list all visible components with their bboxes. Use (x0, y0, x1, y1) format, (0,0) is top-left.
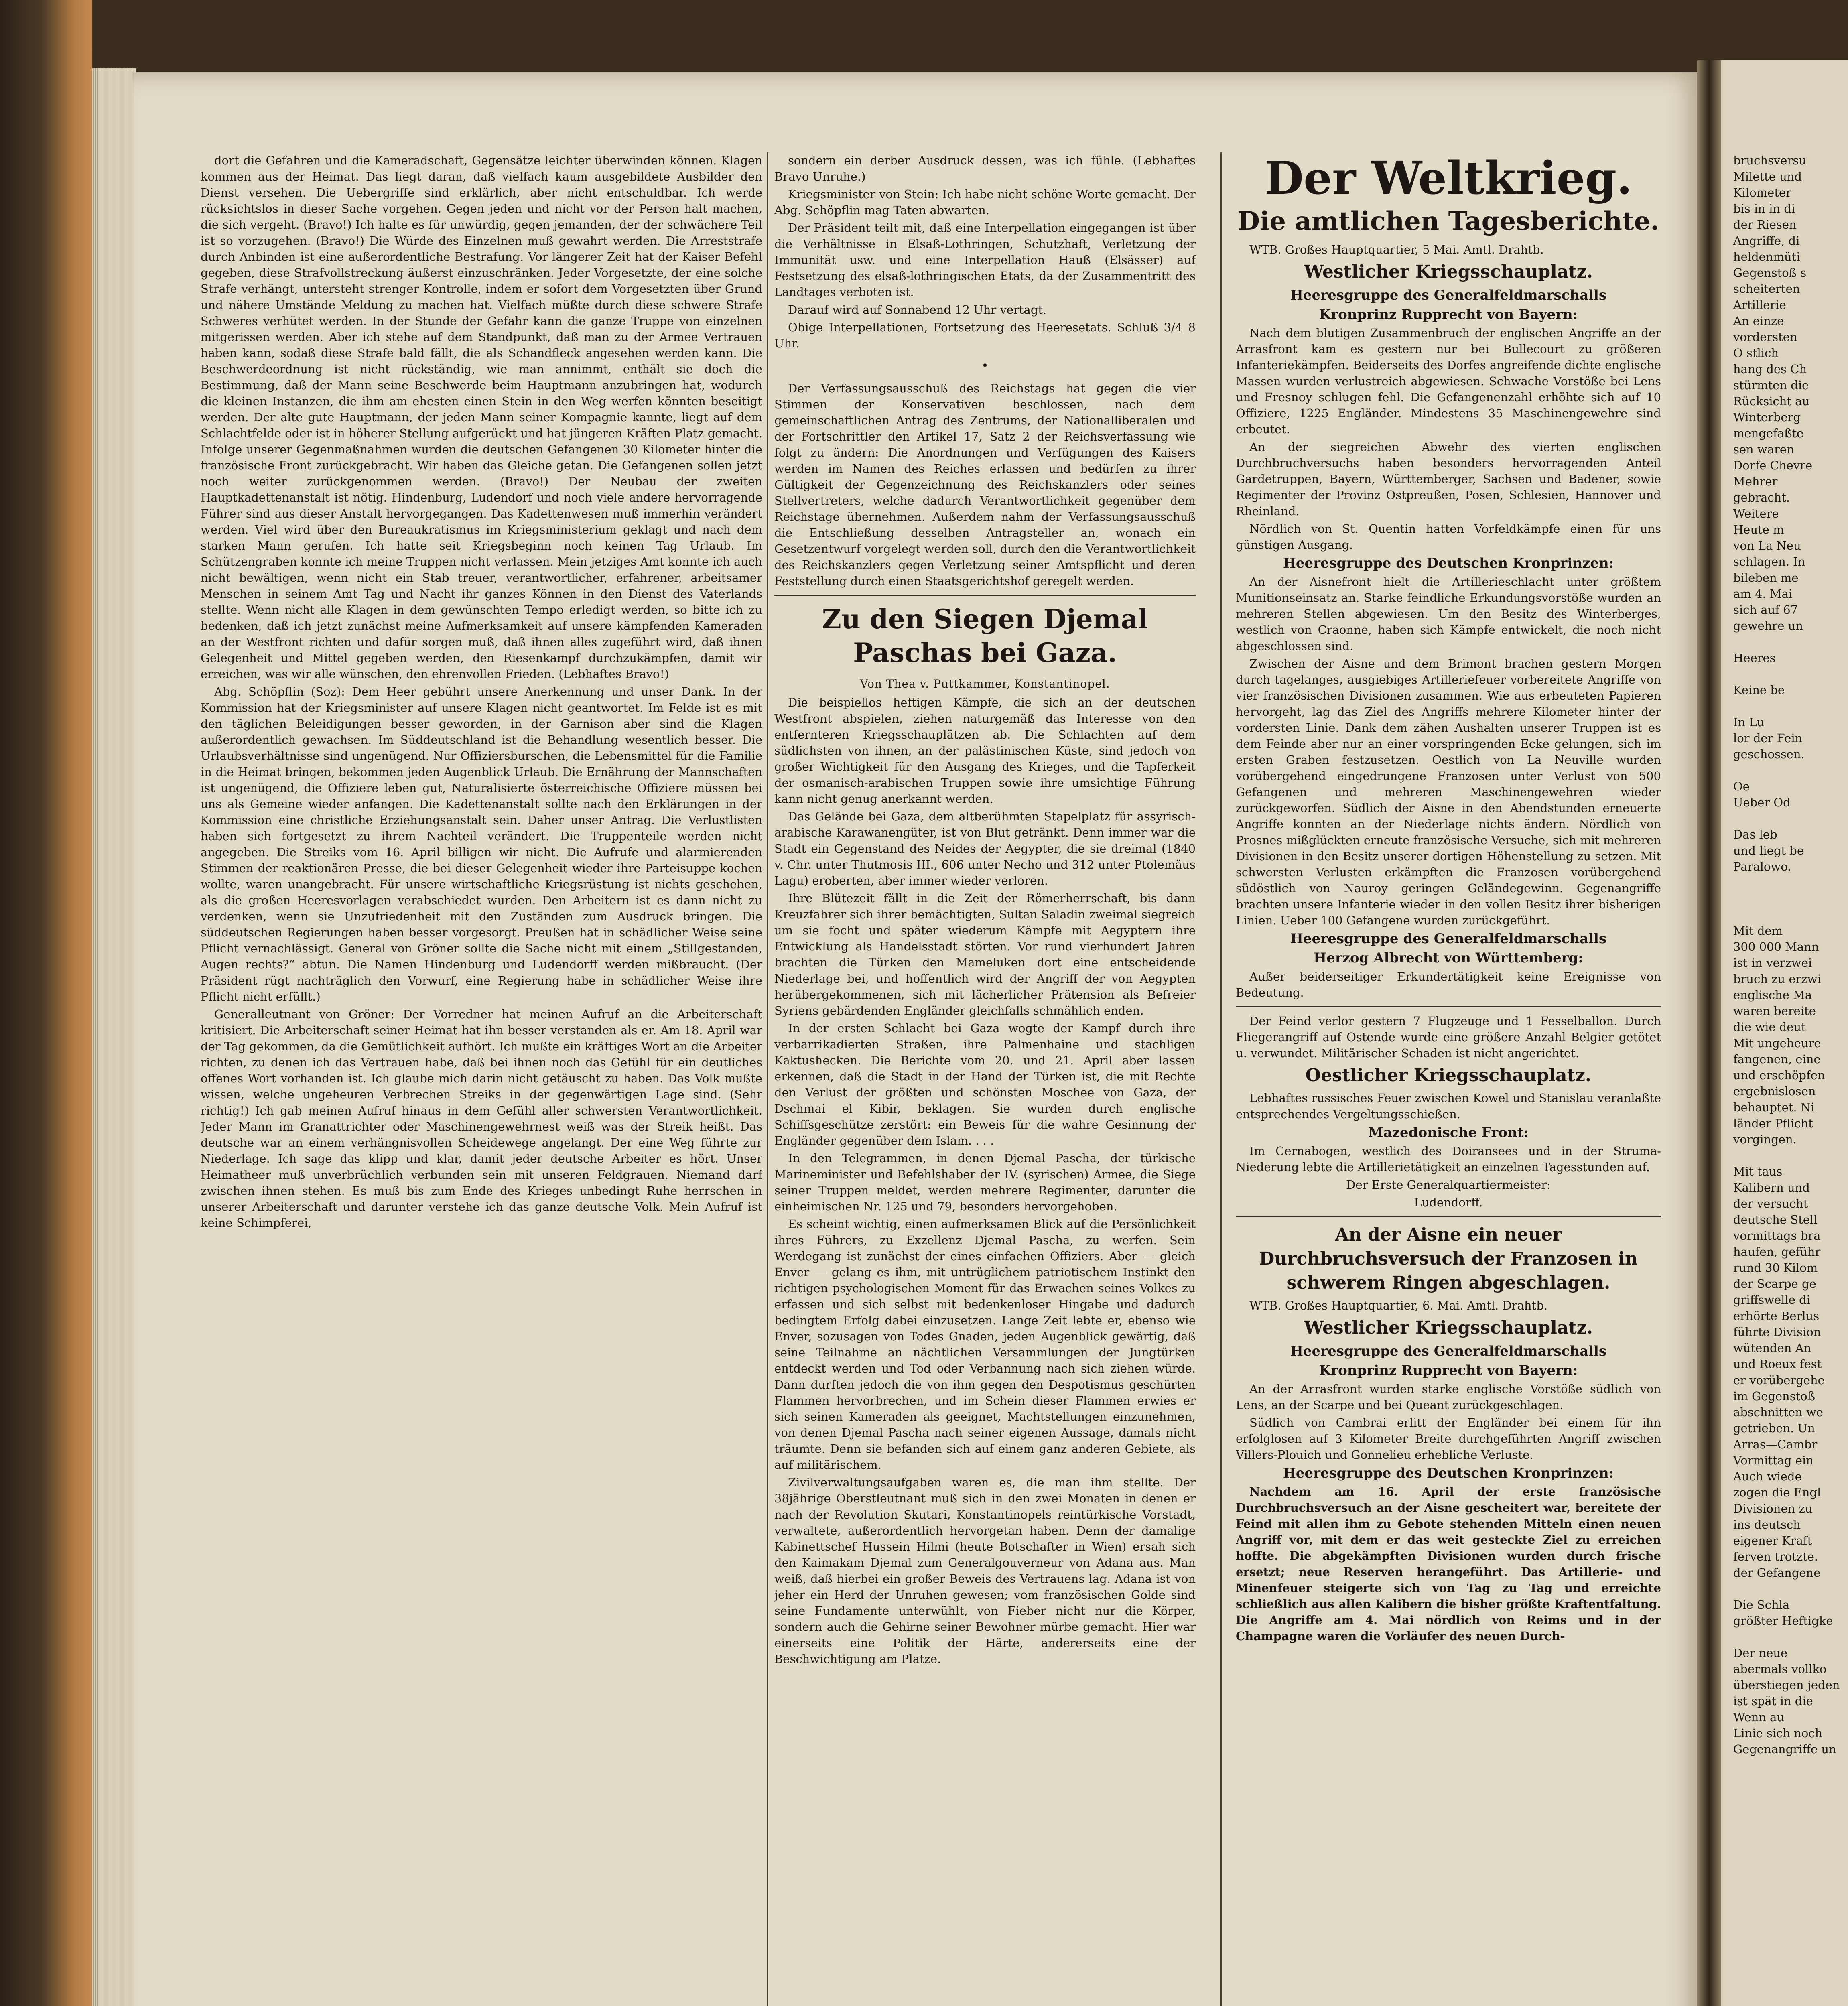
front-heading: Westlicher Kriegsschauplatz. (1304, 1318, 1593, 1338)
article-heading: An der Aisne ein neuer Durchbruchsversuch der Franzosen in schwerem Ringen abgeschlagen. (1259, 1224, 1638, 1293)
facing-page-line: ist in verzwei (1733, 956, 1812, 970)
facing-page-line: Keine be (1733, 683, 1785, 697)
ornament: • (981, 359, 989, 372)
facing-page-line: lor der Fein (1733, 731, 1803, 745)
facing-page-line: Gegenangriffe un (1733, 1742, 1836, 1756)
page-edges (92, 68, 136, 2006)
paragraph: In der ersten Schlacht bei Gaza wogte der Kampf durch ihre verbarrikadierten Straßen, ihre Palmenhaine und stachligen Kaktushecken. Die Berichte vom 20. und 21. April aber lassen erkennen, daß die Stadt in der Hand der Türken ist, die mit Rechte den Verlust der größten und schönsten Moschee von Gaza, der Dschmai el Kibir, beklagen. Sie wurden durch englische Schiffsgeschütze zerstört: ein Beweis für die wahre Gesinnung der Engländer gegenüber dem Islam. . . . (774, 1021, 1196, 1147)
facing-page-line: der Scarpe ge (1733, 1277, 1816, 1291)
paragraph: sondern ein derber Ausdruck dessen, was ich fühle. (Lebhaftes Bravo Unruhe.) (774, 154, 1196, 183)
facing-page-line: englische Ma (1733, 988, 1812, 1002)
facing-page-line: Dorfe Chevre (1733, 459, 1813, 472)
facing-page-line: Linie sich noch (1733, 1726, 1823, 1740)
facing-page-line: gewehre un (1733, 619, 1803, 633)
facing-page-line: sen waren (1733, 443, 1794, 456)
book-spine (0, 0, 92, 2006)
signature: Der Erste Generalquartiermeister: (1346, 1178, 1551, 1192)
facing-page-line (1733, 810, 1848, 826)
facing-page-line: fangenen, eine (1733, 1052, 1821, 1066)
paragraph: Die beispiellos heftigen Kämpfe, die sich an der deutschen Westfront abspielen, ziehen naturgemäß das Interesse von den entfernteren Kriegsschauplätzen ab. Die Schlachten auf dem südlichsten von ihnen, an der palästinischen Küste, sind jedoch von großer Wichtigkeit für den Ausgang des Krieges, und die Tapferkeit der osmanisch-arabischen Truppen sowie ihre umsichtige Führung kann nicht genug anerkannt werden. (774, 696, 1196, 806)
facing-page-line: Milette und (1733, 170, 1802, 183)
paragraph: Lebhaftes russisches Feuer zwischen Kowel und Stanislau veranlaßte entsprechendes Vergeltungsschießen. (1236, 1091, 1661, 1121)
facing-page-line: An einze (1733, 314, 1784, 328)
facing-page-line: deutsche Stell (1733, 1213, 1818, 1226)
facing-page-line: er vorübergehe (1733, 1373, 1825, 1387)
facing-page-line: Mehrer (1733, 475, 1778, 488)
facing-page-line: O stlich (1733, 346, 1779, 360)
section-title: Der Weltkrieg. (1264, 152, 1633, 205)
facing-page-line: Winterberg (1733, 410, 1801, 424)
facing-page-line: länder Pflicht (1733, 1117, 1813, 1130)
column-2 (774, 152, 1196, 2006)
facing-page-line: Heute m (1733, 523, 1784, 536)
horizontal-rule (774, 595, 1196, 596)
facing-page-line: überstiegen jeden (1733, 1678, 1840, 1692)
facing-page-line: Rücksicht au (1733, 394, 1810, 408)
horizontal-rule (1236, 1216, 1661, 1217)
facing-page-line: griffswelle di (1733, 1293, 1810, 1307)
facing-page-line: gebracht. (1733, 491, 1790, 504)
facing-page-line: bis in in di (1733, 202, 1795, 215)
facing-page-line: größter Heftigke (1733, 1614, 1833, 1628)
paragraph: Nach dem blutigen Zusammenbruch der englischen Angriffe an der Arrasfront kam es gestern nur bei Bullecourt zu größeren Infanteriekämpfen. Beiderseits des Dorfes angreifende dichte englische Massen wurden verlustreich abgewiesen. Schwache Vorstöße bei Lens und Fresnoy schlugen fehl. Die Gefangenenzahl erhöhte sich auf 10 Offiziere, 1225 Engländer. Mindestens 35 Maschinengewehre sind erbeutet. (1236, 326, 1661, 436)
facing-page-line: Das leb (1733, 828, 1777, 841)
facing-page-line: vordersten (1733, 330, 1797, 344)
facing-page-line: im Gegenstoß (1733, 1389, 1816, 1403)
facing-page-line: und liegt be (1733, 844, 1804, 857)
facing-page-line: vorgingen. (1733, 1133, 1797, 1146)
paragraph: An der siegreichen Abwehr des vierten englischen Durchbruchversuchs haben besonders hervorragenden Anteil Gardetruppen, Bayern, Württemberger, Sachsen und Badener, sowie Regimenter der Provinz Ostpreußen, Posen, Schlesien, Hannover und Rheinland. (1236, 440, 1661, 518)
signature: Ludendorff. (1414, 1196, 1483, 1209)
facing-page-line: rund 30 Kilom (1733, 1261, 1818, 1275)
facing-page-line: haufen, geführ (1733, 1245, 1821, 1259)
book-gutter (1697, 60, 1721, 2006)
facing-page-line: Angriffe, di (1733, 234, 1800, 248)
facing-page-line: am 4. Mai (1733, 587, 1793, 601)
column-rule-2 (1220, 152, 1222, 2006)
facing-page-line: wütenden An (1733, 1341, 1811, 1355)
facing-page-line: mengefaßte (1733, 426, 1804, 440)
facing-page-line: stürmten die (1733, 378, 1809, 392)
facing-page-line: bruch zu erzwi (1733, 972, 1821, 986)
facing-page-line: Der neue (1733, 1646, 1788, 1660)
dateline: WTB. Großes Hauptquartier, 5 Mai. Amtl. Drahtb. (1249, 243, 1544, 256)
facing-page-line: Arras—Cambr (1733, 1437, 1818, 1451)
facing-page-line: ferven trotzte. (1733, 1550, 1818, 1563)
facing-page-line: Artillerie (1733, 298, 1786, 312)
facing-page-line: sich auf 67 (1733, 603, 1798, 617)
facing-page-line: geschossen. (1733, 747, 1805, 761)
facing-page-line (1733, 762, 1848, 778)
facing-page-column (1733, 152, 1848, 1757)
facing-page-line: bruchsversu (1733, 154, 1806, 167)
facing-page-line (1733, 666, 1848, 682)
facing-page-line: behauptet. Ni (1733, 1100, 1815, 1114)
front-heading: Westlicher Kriegsschauplatz. (1304, 262, 1593, 282)
paragraph: Ihre Blütezeit fällt in die Zeit der Römerherrschaft, bis dann Kreuzfahrer sich ihrer bemächtigten, Sultan Saladin zweimal siegreich um sie focht und später wiederum Kämpfe mit Aegyptern ihre Entwicklung als Handelsstadt störten. Vor rund vierhundert Jahren brachten die Türken den Mameluken dort eine entscheidende Niederlage bei, und hoffentlich wird der Angriff der von Aegypten herübergekommenen, sich mit lächerlicher Prätension als Befreier Syriens gebärdenden Engländer gleichfalls schmählich enden. (774, 891, 1196, 1017)
facing-page-line: und erschöpfen (1733, 1068, 1825, 1082)
paragraph: Nachdem am 16. April der erste französische Durchbruchsversuch an der Aisne gescheitert war, bereitete der Feind mit allen ihm zu Gebote stehenden Mitteln einen neuen Angriff vor, mit dem er das weit gesteckte Ziel zu erreichen hoffte. Die abgekämpften Divisionen wurden durch frische ersetzt; neue Reserven herangeführt. Das Artillerie- und Minenfeuer steigerte sich von Tag zu Tag und erreichte schließlich aus allen Kalibern die bisher größte Kraftentfaltung. Die Angriffe am 4. Mai nördlich von Reims und in der Champagne waren die Vorläufer des neuen Durch- (1236, 1485, 1661, 1643)
facing-page-line: zogen die Engl (1733, 1486, 1821, 1499)
facing-page-line: abschnitten we (1733, 1405, 1823, 1419)
column-3 (1236, 152, 1661, 2006)
paragraph: Zwischen der Aisne und dem Brimont brachen gestern Morgen durch tagelanges, ausgiebiges Artilleriefeuer vorbereitete Angriffe von vier französischen Divisionen zusammen. Wie aus erbeuteten Papieren hervorgeht, lag das Ziel des Angriffs mehrere Kilometer hinter der vordersten Linie. Dank dem zähen Aushalten unserer Truppen ist es dem Feinde aber nur an einer vorspringenden Ecke gelungen, sich im ersten Graben festzusetzen. Oestlich von La Neuville wurden vorübergehend eingedrungene Franzosen unter Verlust von 500 Gefangenen und mehreren Maschinengewehren wieder zurückgeworfen. Südlich der Aisne in den Abendstunden erneuerte Angriffe konnten an der Niederlage nichts ändern. Nördlich von Prosnes mißglückten erneute französische Versuche, sich mit mehreren Divisionen in den Besitz unserer dortigen Höhenstellung zu setzen. Mit schwersten Verlusten erkämpften die Franzosen vorübergehend südöstlich von Nauroy geringen Geländegewinn. Gegenangriffe brachten unsere Infanterie wieder in den vollen Besitz ihrer bisherigen Linien. Ueber 100 Gefangene wurden zurückgeführt. (1236, 657, 1661, 927)
column-1 (201, 152, 762, 2006)
front-heading: Mazedonische Front: (1368, 1125, 1529, 1141)
facing-page-line: Gegenstoß s (1733, 266, 1807, 280)
facing-page-line: scheiterten (1733, 282, 1800, 296)
paragraph: Der Feind verlor gestern 7 Flugzeuge und 1 Fesselballon. Durch Fliegerangriff auf Ostende wurde eine größere Anzahl Belgier getötet u. verwundet. Militärischer Schaden ist nicht angerichtet. (1236, 1014, 1661, 1060)
paragraph: Der Präsident teilt mit, daß eine Interpellation eingegangen ist über die Verhältnisse in Elsaß-Lothringen, Schutzhaft, Verletzung der Immunität usw. und eine Interpellation Hauß (Elsässer) auf Festsetzung des elsaß-lothringischen Etats, da der Zusammentritt des Landtages verboten ist. (774, 221, 1196, 299)
facing-page-line: heldenmüti (1733, 250, 1800, 264)
byline: Von Thea v. Puttkammer, Konstantinopel. (860, 677, 1110, 690)
paragraph: An der Aisnefront hielt die Artillerieschlacht unter größtem Munitionseinsatz an. Starke feindliche Erkundungsvorstöße wurden an mehreren Stellen abgewiesen. Um den Besitz des Winterberges, westlich von Craonne, haben sich Kämpfe entwickelt, die noch nicht abgeschlossen sind. (1236, 575, 1661, 653)
facing-page-line: Heeres (1733, 651, 1776, 665)
facing-page-line: 300 000 Mann (1733, 940, 1819, 954)
facing-page-line: Kalibern und (1733, 1181, 1810, 1194)
facing-page-line: Kilometer (1733, 186, 1792, 199)
paragraph: An der Arrasfront wurden starke englische Vorstöße südlich von Lens, an der Scarpe und bei Queant zurückgeschlagen. (1236, 1382, 1661, 1412)
paragraph: Außer beiderseitiger Erkundertätigkeit keine Ereignisse von Bedeutung. (1236, 970, 1661, 999)
paragraph: Obige Interpellationen, Fortsetzung des Heeresetats. Schluß 3/4 8 Uhr. (774, 321, 1196, 350)
facing-page-line: ins deutsch (1733, 1518, 1801, 1531)
facing-page-line: Paralowo. (1733, 860, 1791, 873)
facing-page-line (1733, 1147, 1848, 1163)
spacer (1733, 875, 1848, 923)
facing-page-line (1733, 634, 1848, 650)
paragraph: Südlich von Cambrai erlitt der Engländer bei einem für ihn erfolglosen auf 3 Kilometer Breite durchgeführten Angriff zwischen Villers-Plouich und Gonnelieu erhebliche Verluste. (1236, 1416, 1661, 1462)
army-group-heading: Heeresgruppe des Generalfeldmarschalls (1290, 287, 1607, 303)
facing-page-line (1733, 698, 1848, 714)
facing-page-line: Auch wiede (1733, 1470, 1802, 1483)
paragraph: Darauf wird auf Sonnabend 12 Uhr vertagt. (788, 303, 1047, 317)
facing-page-line: Vormittag ein (1733, 1454, 1813, 1467)
paragraph: Im Cernabogen, westlich des Doiransees und in der Struma-Niederung lebte die Artillerietätigkeit an einzelnen Tagesstunden auf. (1236, 1144, 1661, 1174)
facing-page-line: Mit dem (1733, 924, 1783, 938)
dateline: WTB. Großes Hauptquartier, 6. Mai. Amtl. Drahtb. (1249, 1299, 1547, 1312)
army-group-heading: Herzog Albrecht von Württemberg: (1314, 950, 1583, 966)
facing-page-line: erhörte Berlus (1733, 1309, 1820, 1323)
facing-page-line: führte Division (1733, 1325, 1821, 1339)
facing-page-line: abermals vollko (1733, 1662, 1827, 1676)
facing-page-line: der Riesen (1733, 218, 1797, 231)
paragraph: Generalleutnant von Gröner: Der Vorredner hat meinen Aufruf an die Arbeiterschaft kritisiert. Die Arbeiterschaft seiner Heimat hat ihn besser verstanden als er. Am 18. April war der Tag gekommen, da die Gemütlichkeit aufhört. Ich mußte ein kräftiges Wort an die Arbeiter richten, zu denen ich das Vertrauen habe, daß bei ihnen noch das Gefühl für ein deutliches offenes Wort vorhanden ist. Ich glaube mich darin nicht getäuscht zu haben. Das Volk mußte wissen, welche ungeheuren Verbrechen Streiks in der gegenwärtigen Lage sind. (Sehr richtig!) Ich gab meinen Aufruf hinaus in dem Gefühl aller schwersten Verantwortlichkeit. Jeder Mann im Granattrichter oder Maschinengewehrnest weiß was der Streik heißt. Das deutsche war an einem verhängnisvollen Scheidewege angelangt. Der eine Weg führte zur Niederlage. Ich sage das klipp und klar, damit jeder deutsche Arbeiter es hört. Unser Heimatheer muß unverbrüchlich verbunden sein mit unseren Feldgrauen. Niemand darf zwischen ihnen stehen. Es muß bis zum Ende des Krieges unbedingt Ruhe herrschen in unserer Arbeiterschaft und darunter verstehe ich das ganze deutsche Volk. Mein Aufruf ist keine Schimpferei, (201, 1007, 762, 1230)
facing-page-line: Divisionen zu (1733, 1502, 1813, 1515)
front-heading: Oestlicher Kriegsschauplatz. (1305, 1065, 1592, 1086)
facing-page-line: der versucht (1733, 1197, 1808, 1210)
facing-page-line: hang des Ch (1733, 362, 1807, 376)
army-group-heading: Heeresgruppe des Deutschen Kronprinzen: (1283, 555, 1614, 571)
army-group-heading: Kronprinz Rupprecht von Bayern: (1319, 1362, 1578, 1379)
paragraph: Zivilverwaltungsaufgaben waren es, die man ihm stellte. Der 38jährige Oberstleutnant muß sich in den zwei Monaten in denen er nach der Revolution Skutari, Konstantinopels reintürkische Vorstadt, verwaltete, außerordentlich hervorgetan haben. Denn der damalige Kabinettschef Hussein Hilmi (heute Botschafter in Wien) ersah sich den Kaimakam Djemal zum Generalgouverneur von Adana aus. Man weiß, daß hierbei ein großer Beweis des Vertrauens lag. Adana ist von jeher ein Herd der Unruhen gewesen; vom französischen Golde sind seine Fundamente unterwühlt, von Fieber nicht nur die Körper, sondern auch die Gehirne seiner Bewohner mürbe gemacht. Hier war einerseits eine Politik der Härte, andererseits eine der Beschwichtigung am Platze. (774, 1476, 1196, 1666)
army-group-heading: Heeresgruppe des Deutschen Kronprinzen: (1283, 1465, 1614, 1481)
paragraph: Kriegsminister von Stein: Ich habe nicht schöne Worte gemacht. Der Abg. Schöpflin mag Taten abwarten. (774, 187, 1196, 217)
facing-page-line: ergebnislosen (1733, 1084, 1816, 1098)
facing-page-line: und Roeux fest (1733, 1357, 1822, 1371)
facing-page-line: vormittags bra (1733, 1229, 1821, 1243)
facing-page-line: getrieben. Un (1733, 1421, 1815, 1435)
section-subtitle: Die amtlichen Tagesberichte. (1237, 206, 1659, 236)
facing-page-line: eigener Kraft (1733, 1534, 1812, 1547)
paragraph: Das Gelände bei Gaza, dem altberühmten Stapelplatz für assyrisch-arabische Karawanengüter, ist von Blut getränkt. Denn immer war die Stadt ein Gegenstand des Neides der Aegypter, die sie dreimal (1840 v. Chr. unter Thutmosis III., 606 unter Necho und 312 unter Ptolemäus Lagu) eroberten, aber immer wieder verloren. (774, 810, 1196, 887)
facing-page-line: schlagen. In (1733, 555, 1805, 569)
paragraph: dort die Gefahren und die Kameradschaft, Gegensätze leichter überwinden können. Klagen kommen aus der Heimat. Das liegt daran, daß vielfach kaum ausgebildete Ausbilder den Dienst versehen. Die Uebergriffe sind erklärlich, aber nicht entschuldbar. Ich werde rücksichtslos in dieser Sache vorgehen. Gegen jeden und nicht vor der Person halt machen, die sich vergeht. (Bravo!) Ich halte es für unwürdig, gegen jemanden, der der schwächere Teil ist so vorzugehen. (Bravo!) Die Würde des Einzelnen muß gewahrt werden. Die Arreststrafe durch Anbinden ist eine außerordentliche Bestrafung. Vor längerer Zeit hat der Kaiser Befehl gegeben, diese Strafvollstreckung äußerst einzuschränken. Jeder Vorgesetzte, der eine solche Strafe verhängt, untersteht strenger Kontrolle, indem er sofort dem Vorgesetzten über Grund und nähere Umstände Meldung zu machen hat. Vielfach müßte durch diese schwere Strafe Schweres verhütet werden. In der Stunde der Gefahr kann die ganze Truppe von einzelnen mitgerissen werden. Aber ich stehe auf dem Standpunkt, daß man zu der Armee Vertrauen haben kann, sodaß diese Strafe bald fällt, die als Schandfleck angesehen werden kann. Die Beschwerdeordnung ist nicht rückständig, wie man annimmt, enthält sie doch die Bestimmung, daß der Mann seine Beschwerde beim Hauptmann anzubringen hat, wodurch die kleinen Instanzen, die ihm am ehesten einen Stein in den Weg werfen könnten beseitigt werden. Der alte gute Hauptmann, der jeden Mann seiner Kompagnie kannte, liegt auf dem Schlachtfelde oder ist in höherer Stellung aufgerückt und hat jüngeren Kräften Platz gemacht. Infolge unserer Gegenmaßnahmen wurden die deutschen Gefangenen 30 Kilometer hinter die französische Front zurückgebracht. Wir haben das Gleiche getan. Die Gefangenen sollen jetzt noch weiter zurückgenommen werden. (Bravo!) Der Neubau der zweiten Hauptkadettenanstalt ist nötig. Hindenburg, Ludendorf und noch viele andere hervorragende Führer sind aus dieser Anstalt hervorgegangen. Das Kadettenwesen muß immerhin verändert werden. Viel wird über den Bureaukratismus im Kriegsministerium geklagt und nach dem starken Mann gerufen. Ich hatte seit Kriegsbeginn noch keinen Tag Urlaub. Im Schützengraben konnte ich meine Truppen nicht verlassen. Mein jetziges Amt konnte ich auch nicht bewältigen, wenn nicht ein Stab treuer, verantwortlicher, erfahrener, arbeitsamer Menschen in seinem Amt Tag und Nacht ihr ganzes Können in den Dienst des Vaterlands stellte. Wenn nicht alle Klagen in dem gewünschten Tempo erledigt werden, so bitte ich zu bedenken, daß ich jetzt zunächst meine Aufmerksamkeit auf unsere kämpfenden Kameraden an der Westfront richten und dafür sorgen muß, daß ihnen alles zugeführt wird, daß ihnen Gelegenheit und Mittel gegeben werden, den Riesenkampf durchzukämpfen, damit wir erreichen, was wir alle wünschen, den ehrenvollen Frieden. (Lebhaftes Bravo!) (201, 154, 762, 681)
horizontal-rule (1236, 1006, 1661, 1007)
facing-page-line: von La Neu (1733, 539, 1801, 552)
facing-page-line (1733, 1581, 1848, 1597)
column-rule-1 (767, 152, 768, 2006)
facing-page-line: In Lu (1733, 715, 1765, 729)
facing-page-line: ist spät in die (1733, 1694, 1813, 1708)
facing-page-line: die wie deut (1733, 1020, 1806, 1034)
army-group-heading: Kronprinz Rupprecht von Bayern: (1319, 307, 1578, 323)
paragraph: Abg. Schöpflin (Soz): Dem Heer gebührt unsere Anerkennung und unser Dank. In der Kommission hat der Kriegsminister auf unsere Klagen nicht geantwortet. Im Felde ist es mit den täglichen Beleidigungen besser geworden, in der Garnison aber sind die Klagen außerordentlich gewachsen. Im Süddeutschland ist die Behandlung wesentlich besser. Die Urlaubsverhältnisse sind ungenügend. Nur Offiziersburschen, die Lebensmittel für die Familie in die Heimat bringen, bekommen jeden Augenblick Urlaub. Die Ernährung der Mannschaften ist ungenügend, die Offiziere leben gut, Naturalisierte österreichische Offiziere müssen bei uns als Gemeine wieder anfangen. Die Kadettenanstalt sollte nach den Erklärungen in der Kommission eine christliche Erziehungsanstalt sein. Daher unser Antrag. Die Verlustlisten haben sich fortgesetzt zu ihrem Nachteil verändert. Die Truppenteile werden nicht angegeben. Die Streiks vom 16. April billigen wir nicht. Die Aufrufe und alarmierenden Stimmen der reaktionären Presse, die bei dieser Gelegenheit wieder ihre Parteisuppe kochen wollte, waren unangebracht. Für unsere wirtschaftliche Kriegsrüstung ist nichts geschehen, als die großen Heeresvorlagen verabschiedet wurden. Den Arbeitern ist es dann nicht zu verdenken, wenn sie Unzufriedenheit mit den Zuständen zum Ausdruck bringen. Die süddeutschen Regierungen haben besser vorgesorgt. Preußen hat in schädlicher Weise seine Pflicht vernachlässigt. General von Gröner sollte die Sache nicht mit einem „Stillgestanden, Augen rechts?“ abtun. Die Namen Hindenburg und Ludendorff werden mißbraucht. (Der Präsident rügt nachträglich den Vorwurf, eine Regierung habe in schädlicher Weise ihre Pflicht nicht erfüllt.) (201, 685, 762, 1003)
facing-page-line: Oe (1733, 780, 1750, 793)
facing-page-line: Ueber Od (1733, 796, 1791, 809)
facing-page-line: Mit ungeheure (1733, 1036, 1821, 1050)
article-heading: Zu den Siegen Djemal Paschas bei Gaza. (822, 603, 1148, 668)
facing-page-line: Die Schla (1733, 1598, 1790, 1612)
paragraph: Es scheint wichtig, einen aufmerksamen Blick auf die Persönlichkeit ihres Führers, zu Exzellenz Djemal Pascha, zu werfen. Sein Werdegang ist zunächst der eines einfachen Offiziers. Aber — gleich Enver — gelang es ihm, mit untrüglichem patriotischem Instinkt den richtigen psychologischen Moment für das Erwachen seines Volkes zu erfassen und sich selbst mit bedenkenloser Hingabe und dadurch bedingtem Erfolg dabei einzusetzen. Lange Zeit lebte er, ebenso wie Enver, sozusagen von Todes Gnaden, jeden Augenblick gewärtig, daß seine Teilnahme an nächtlichen Versammlungen der Jungtürken entdeckt werden und Tod oder Verbannung nach sich ziehen würde. Dann durften jedoch die von ihm gegen den Despotismus geschürten Flammen hervorbrechen, und im Schein dieser Flammen erwies er sich seinen Kameraden als geeignet, Machtstellungen einzunehmen, von denen Djemal Pascha nach seiner eigenen Aussage, damals nicht träumte. Denn sie befanden sich auf einem ganz anderen Gebiete, als auf militärischem. (774, 1217, 1196, 1472)
paragraph: Nördlich von St. Quentin hatten Vorfeldkämpfe einen für uns günstigen Ausgang. (1236, 522, 1661, 552)
paragraph: In den Telegrammen, in denen Djemal Pascha, der türkische Marineminister und Befehlshaber der IV. (syrischen) Armee, die Siege seiner Truppen meldet, werden mehrere Regimenter, darunter die einheimischen Nr. 125 und 79, besonders hervorgehoben. (774, 1151, 1196, 1213)
facing-page-line: Mit taus (1733, 1165, 1783, 1178)
facing-page-line: bileben me (1733, 571, 1799, 585)
facing-page-line: waren bereite (1733, 1004, 1816, 1018)
paragraph: Der Verfassungsausschuß des Reichstags hat gegen die vier Stimmen der Konservativen beschlossen, nach dem gemeinschaftlichen Antrag des Zentrums, der Nationalliberalen und der Fortschrittler den Artikel 17, Satz 2 der Reichsverfassung wie folgt zu ändern: Die Anordnungen und Verfügungen des Kaisers werden im Namen des Reiches erlassen und bedürfen zu ihrer Gültigkeit der Gegenzeichnung des Reichskanzlers oder seines Stellvertreters, welche dadurch Verantwortlichkeit gegenüber dem Reichstage übernehmen. Außerdem nahm der Verfassungsausschuß die Entschließung desselben Antragsteller an, wonach ein Gesetzentwurf vorgelegt werden soll, durch den die Verantwortlichkeit des Reichskanzlers gegen Verletzung seiner Amtspflicht und deren Feststellung durch einen Staatsgerichtshof geregelt werden. (774, 382, 1196, 588)
facing-page-line: Weitere (1733, 507, 1779, 520)
facing-page-line: Wenn au (1733, 1710, 1785, 1724)
facing-page-line (1733, 1629, 1848, 1645)
army-group-heading: Heeresgruppe des Generalfeldmarschalls (1290, 1343, 1607, 1359)
army-group-heading: Heeresgruppe des Generalfeldmarschalls (1290, 931, 1607, 947)
facing-page-line: der Gefangene (1733, 1566, 1821, 1580)
